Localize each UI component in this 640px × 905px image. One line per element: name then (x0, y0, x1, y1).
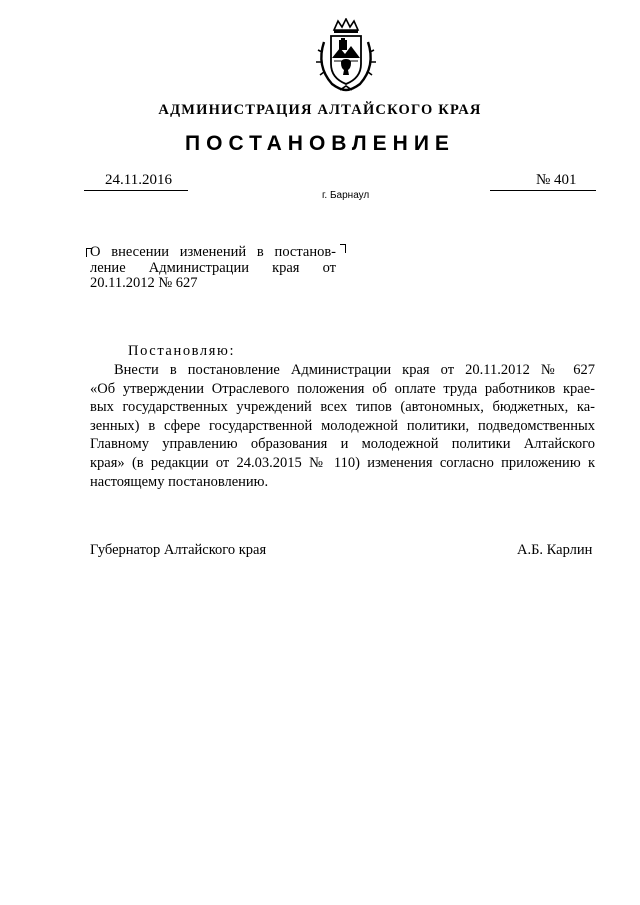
subject-bracket-right (340, 244, 346, 253)
document-subject (90, 245, 336, 292)
subject-line: О внесении изменений в постанов- (90, 244, 336, 260)
coat-of-arms-icon (314, 18, 378, 94)
organization-name: АДМИНИСТРАЦИЯ АЛТАЙСКОГО КРАЯ (158, 102, 482, 118)
signatory-position: Губернатор Алтайского края (90, 542, 267, 558)
body-line: зенных) в сфере государственной молодежной политики, подведомственных (90, 417, 595, 434)
document-number: № 401 (536, 172, 577, 188)
document-type: ПОСТАНОВЛЕНИЕ (185, 132, 455, 155)
subject-line: 20.11.2012 № 627 (90, 275, 198, 291)
decree-word: Постановляю: (128, 343, 236, 359)
body-line: настоящему постановлению. (90, 473, 269, 490)
document-date: 24.11.2016 (105, 172, 172, 188)
body-paragraph (90, 361, 595, 491)
subject-line: ление Администрации края от (90, 259, 336, 276)
date-underline (84, 190, 188, 191)
body-line: Главному управлению образования и молодежной политики Алтайского (90, 436, 595, 453)
body-line: Внести в постановление Администрации края от 20.11.2012 № 627 (114, 362, 595, 378)
body-line: «Об утверждении Отраслевого положения об оплате труда работников крае- (90, 380, 595, 397)
signatory-name: А.Б. Карлин (517, 542, 593, 558)
number-underline (490, 190, 596, 191)
body-line: вых государственных учреждений всех типов (автономных, бюджетных, ка- (90, 399, 595, 416)
body-line: края» (в редакции от 24.03.2015 № 110) изменения согласно приложению к (90, 454, 595, 471)
city-name: г. Барнаул (322, 190, 370, 201)
